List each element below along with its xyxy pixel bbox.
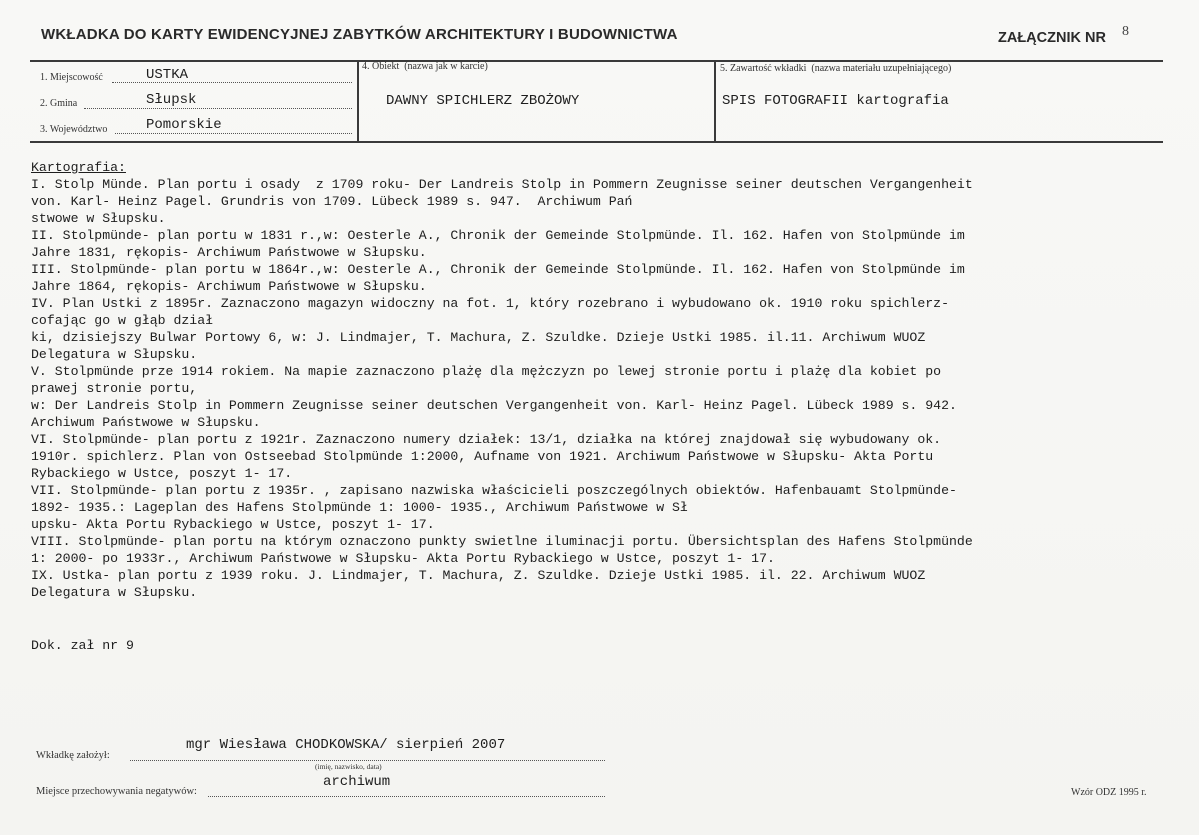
gmina-label: 2. Gmina (40, 98, 78, 109)
list-line: V. Stolpmünde prze 1914 rokiem. Na mapie zaznaczono plażę dla mężczyzn po lewej stronie portu i plażę dla kobiet po (31, 364, 942, 379)
top-box-lower-border (30, 141, 1163, 143)
negatives-value: archiwum (323, 774, 391, 790)
obiekt-value: DAWNY SPICHLERZ ZBOŻOWY (386, 93, 580, 109)
author-hint: (imię, nazwisko, data) (315, 762, 382, 771)
negatives-dotline (208, 796, 605, 797)
top-box-divider-1 (357, 60, 359, 142)
wojewodztwo-dotline (115, 133, 352, 134)
list-line: Jahre 1831, rękopis- Archiwum Państwowe w Słupsku. (31, 245, 427, 260)
list-line: Delegatura w Słupsku. (31, 347, 198, 362)
wojewodztwo-label: 3. Województwo (40, 124, 108, 135)
attachment-number: 8 (1122, 24, 1129, 39)
wojewodztwo-value: Pomorskie (146, 117, 222, 133)
list-line: 1892- 1935.: Lageplan des Hafens Stolpmünde 1: 1000- 1935., Archiwum Państwowe w Sł (31, 500, 688, 515)
miejscowosc-label: 1. Miejscowość (40, 72, 103, 83)
list-line: ki, dzisiejszy Bulwar Portowy 6, w: J. Lindmajer, T. Machura, Z. Szuldke. Dzieje Ustki 1985. il.11. Archiwum WUOZ (31, 330, 926, 345)
author-label: Wkładkę założył: (36, 750, 110, 761)
list-line: Jahre 1864, rękopis- Archiwum Państwowe w Słupsku. (31, 279, 427, 294)
dok-note: Dok. zał nr 9 (31, 638, 134, 653)
list-line: stwowe w Słupsku. (31, 211, 166, 226)
list-line: upsku- Akta Portu Rybackiego w Ustce, poszyt 1- 17. (31, 517, 435, 532)
list-line: 1: 2000- po 1933r., Archiwum Państwowe w Słupsku- Akta Portu Rybackiego w Ustce, poszyt 1- 17. (31, 551, 775, 566)
obiekt-label: 4. Obiekt (nazwa jak w karcie) (362, 61, 488, 72)
list-line: prawej stronie portu, (31, 381, 198, 396)
gmina-value: Słupsk (146, 92, 197, 108)
miejscowosc-value: USTKA (146, 67, 189, 83)
list-line: VI. Stolpmünde- plan portu z 1921r. Zaznaczono numery działek: 13/1, działka na której znajdował się wybudowany ok. (31, 432, 942, 447)
author-dotline (130, 760, 605, 761)
list-line: 1910r. spichlerz. Plan von Ostseebad Stolpmünde 1:2000, Aufname von 1921. Archiwum Państwowe w Słupsku- Akta Portu (31, 449, 934, 464)
form-id: Wzór ODZ 1995 r. (1071, 787, 1147, 798)
top-box-upper-border (30, 60, 1163, 62)
cartography-heading: Kartografia: (31, 160, 126, 175)
form-title: WKŁADKA DO KARTY EWIDENCYJNEJ ZABYTKÓW ARCHITEKTURY I BUDOWNICTWA (41, 26, 678, 43)
author-value: mgr Wiesława CHODKOWSKA/ sierpień 2007 (186, 737, 506, 753)
list-line: III. Stolpmünde- plan portu w 1864r.,w: Oesterle A., Chronik der Gemeinde Stolpmünde. Il. 162. Hafen von Stolpmünde im (31, 262, 965, 277)
list-line: Rybackiego w Ustce, poszyt 1- 17. (31, 466, 293, 481)
zawartosc-value: SPIS FOTOGRAFII kartografia (722, 93, 949, 109)
cartography-list (31, 159, 1141, 601)
list-line: von. Karl- Heinz Pagel. Grundris von 1709. Lübeck 1989 s. 947. Archiwum Pań (31, 194, 633, 209)
list-line: I. Stolp Münde. Plan portu i osady z 1709 roku- Der Landreis Stolp in Pommern Zeugnisse seiner deutschen Vergangenheit (31, 177, 973, 192)
list-line: IX. Ustka- plan portu z 1939 roku. J. Lindmajer, T. Machura, Z. Szuldke. Dzieje Ustki 1985. il. 22. Archiwum WUOZ (31, 568, 926, 583)
list-line: w: Der Landreis Stolp in Pommern Zeugnisse seiner deutschen Vergangenheit von. Karl- Heinz Pagel. Lübeck 1989 s. 942. (31, 398, 957, 413)
gmina-dotline (84, 108, 352, 109)
list-line: Archiwum Państwowe w Słupsku. (31, 415, 261, 430)
top-box-divider-2 (714, 60, 716, 142)
list-line: VII. Stolpmünde- plan portu z 1935r. , zapisano nazwiska właścicieli poszczególnych obiektów. Hafenbauamt Stolpmünde- (31, 483, 957, 498)
zawartosc-label: 5. Zawartość wkładki (nazwa materiału uzupełniającego) (720, 63, 952, 74)
list-line: cofając go w głąb dział (31, 313, 214, 328)
list-line: VIII. Stolpmünde- plan portu na którym oznaczono punkty swietlne iluminacji portu. Übersichtsplan des Hafens Stolpmünde (31, 534, 973, 549)
list-line: Delegatura w Słupsku. (31, 585, 198, 600)
negatives-label: Miejsce przechowywania negatywów: (36, 786, 197, 797)
attachment-label: ZAŁĄCZNIK NR (998, 30, 1106, 46)
list-line: IV. Plan Ustki z 1895r. Zaznaczono magazyn widoczny na fot. 1, który rozebrano i wybudowano ok. 1910 roku spichlerz- (31, 296, 949, 311)
list-line: II. Stolpmünde- plan portu w 1831 r.,w: Oesterle A., Chronik der Gemeinde Stolpmünde. Il. 162. Hafen von Stolpmünde im (31, 228, 965, 243)
